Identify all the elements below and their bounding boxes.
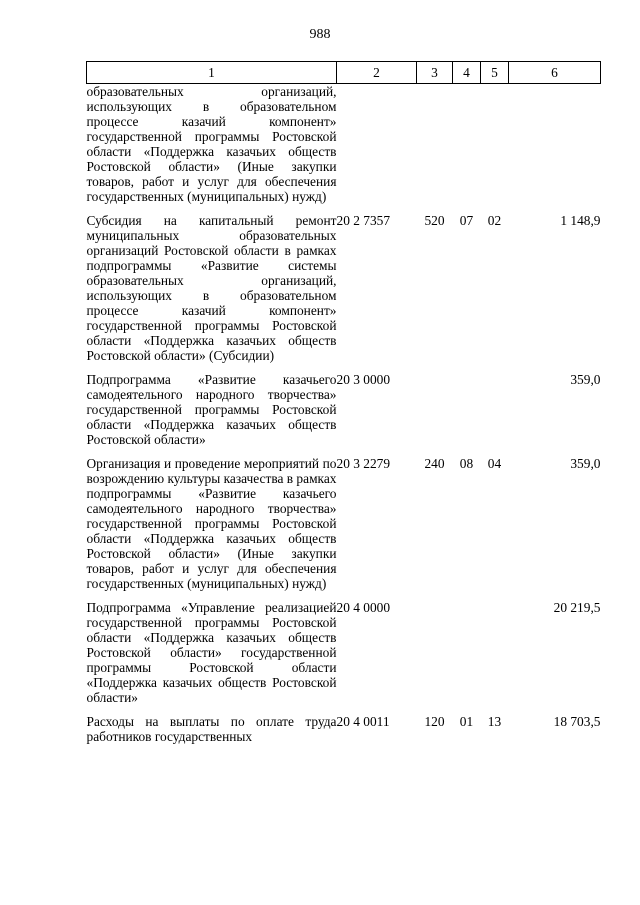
table-row: [87, 84, 601, 205]
row-code: 20 3 0000: [336, 372, 391, 387]
row-code: 20 2 7357: [336, 213, 391, 228]
header-col-3: 3: [417, 62, 453, 84]
row-code: 20 4 0000: [336, 600, 391, 615]
row-rz: 07: [459, 213, 474, 228]
row-name: Расходы на выплаты по оплате труда работников государственных: [86, 714, 337, 744]
table-row: [87, 213, 601, 363]
row-name: образовательных организаций, использующих в образовательном процессе казачий компонент» государственной программы Ростовской области «Поддержка казачьих обществ Ростовской области» (Иные закупки товаров, работ и услуг для обеспечения государственных (муниципальных) нужд): [86, 84, 337, 204]
row-pr: 02: [487, 213, 502, 228]
header-col-5: 5: [481, 62, 509, 84]
row-name: Подпрограмма «Управление реализацией государственной программы Ростовской области «Поддержка казачьих обществ Ростовской области» государственной программы Ростовской области «Поддержка казачьих обществ Ростовской области»: [86, 600, 337, 705]
row-code: 20 4 0011: [336, 714, 390, 729]
row-vr: 520: [424, 213, 445, 228]
row-rz: [453, 372, 481, 447]
table-row: [87, 714, 601, 744]
row-code: 20 3 2279: [336, 456, 391, 471]
row-name: Субсидия на капитальный ремонт муниципальных образовательных организаций Ростовской области в рамках подпрограммы «Развитие системы образовательных организаций, использующих в образовательном процессе казачий компонент» государственной программы Ростовской области «Поддержка казачьих обществ Ростовской области» (Субсидии): [86, 213, 337, 363]
budget-table: [86, 61, 601, 744]
table-row: [87, 456, 601, 591]
header-row: [87, 62, 601, 84]
header-col-2: 2: [337, 62, 417, 84]
row-vr: [417, 372, 453, 447]
row-pr: 04: [487, 456, 502, 471]
row-sum: [509, 84, 601, 205]
table-row: [87, 600, 601, 705]
row-rz: [453, 84, 481, 205]
row-vr: [417, 84, 453, 205]
row-code: [337, 84, 417, 205]
row-vr: [417, 600, 453, 705]
row-sum: 359,0: [570, 456, 601, 471]
row-sum: 1 148,9: [560, 213, 601, 228]
row-sum: 359,0: [570, 372, 601, 387]
header-col-1: 1: [87, 62, 337, 84]
row-name: Организация и проведение мероприятий по возрождению культуры казачества в рамках подпрограммы «Развитие казачьего самодеятельного народного творчества» государственной программы Ростовской области «Поддержка казачьих обществ Ростовской области» (Иные закупки товаров, работ и услуг для обеспечения государственных (муниципальных) нужд): [86, 456, 337, 591]
page-number: 988: [309, 27, 331, 42]
row-sum: 18 703,5: [553, 714, 601, 729]
row-rz: 08: [459, 456, 474, 471]
row-pr: [481, 600, 509, 705]
row-rz: [453, 600, 481, 705]
header-col-4: 4: [453, 62, 481, 84]
row-vr: 120: [424, 714, 445, 729]
row-sum: 20 219,5: [553, 600, 601, 615]
row-pr: 13: [487, 714, 502, 729]
row-rz: 01: [459, 714, 474, 729]
row-vr: 240: [424, 456, 445, 471]
row-name: Подпрограмма «Развитие казачьего самодеятельного народного творчества» государственной программы Ростовской области «Поддержка казачьих обществ Ростовской области»: [86, 372, 337, 447]
table-row: [87, 372, 601, 447]
row-pr: [481, 372, 509, 447]
row-pr: [481, 84, 509, 205]
header-col-6: 6: [509, 62, 601, 84]
